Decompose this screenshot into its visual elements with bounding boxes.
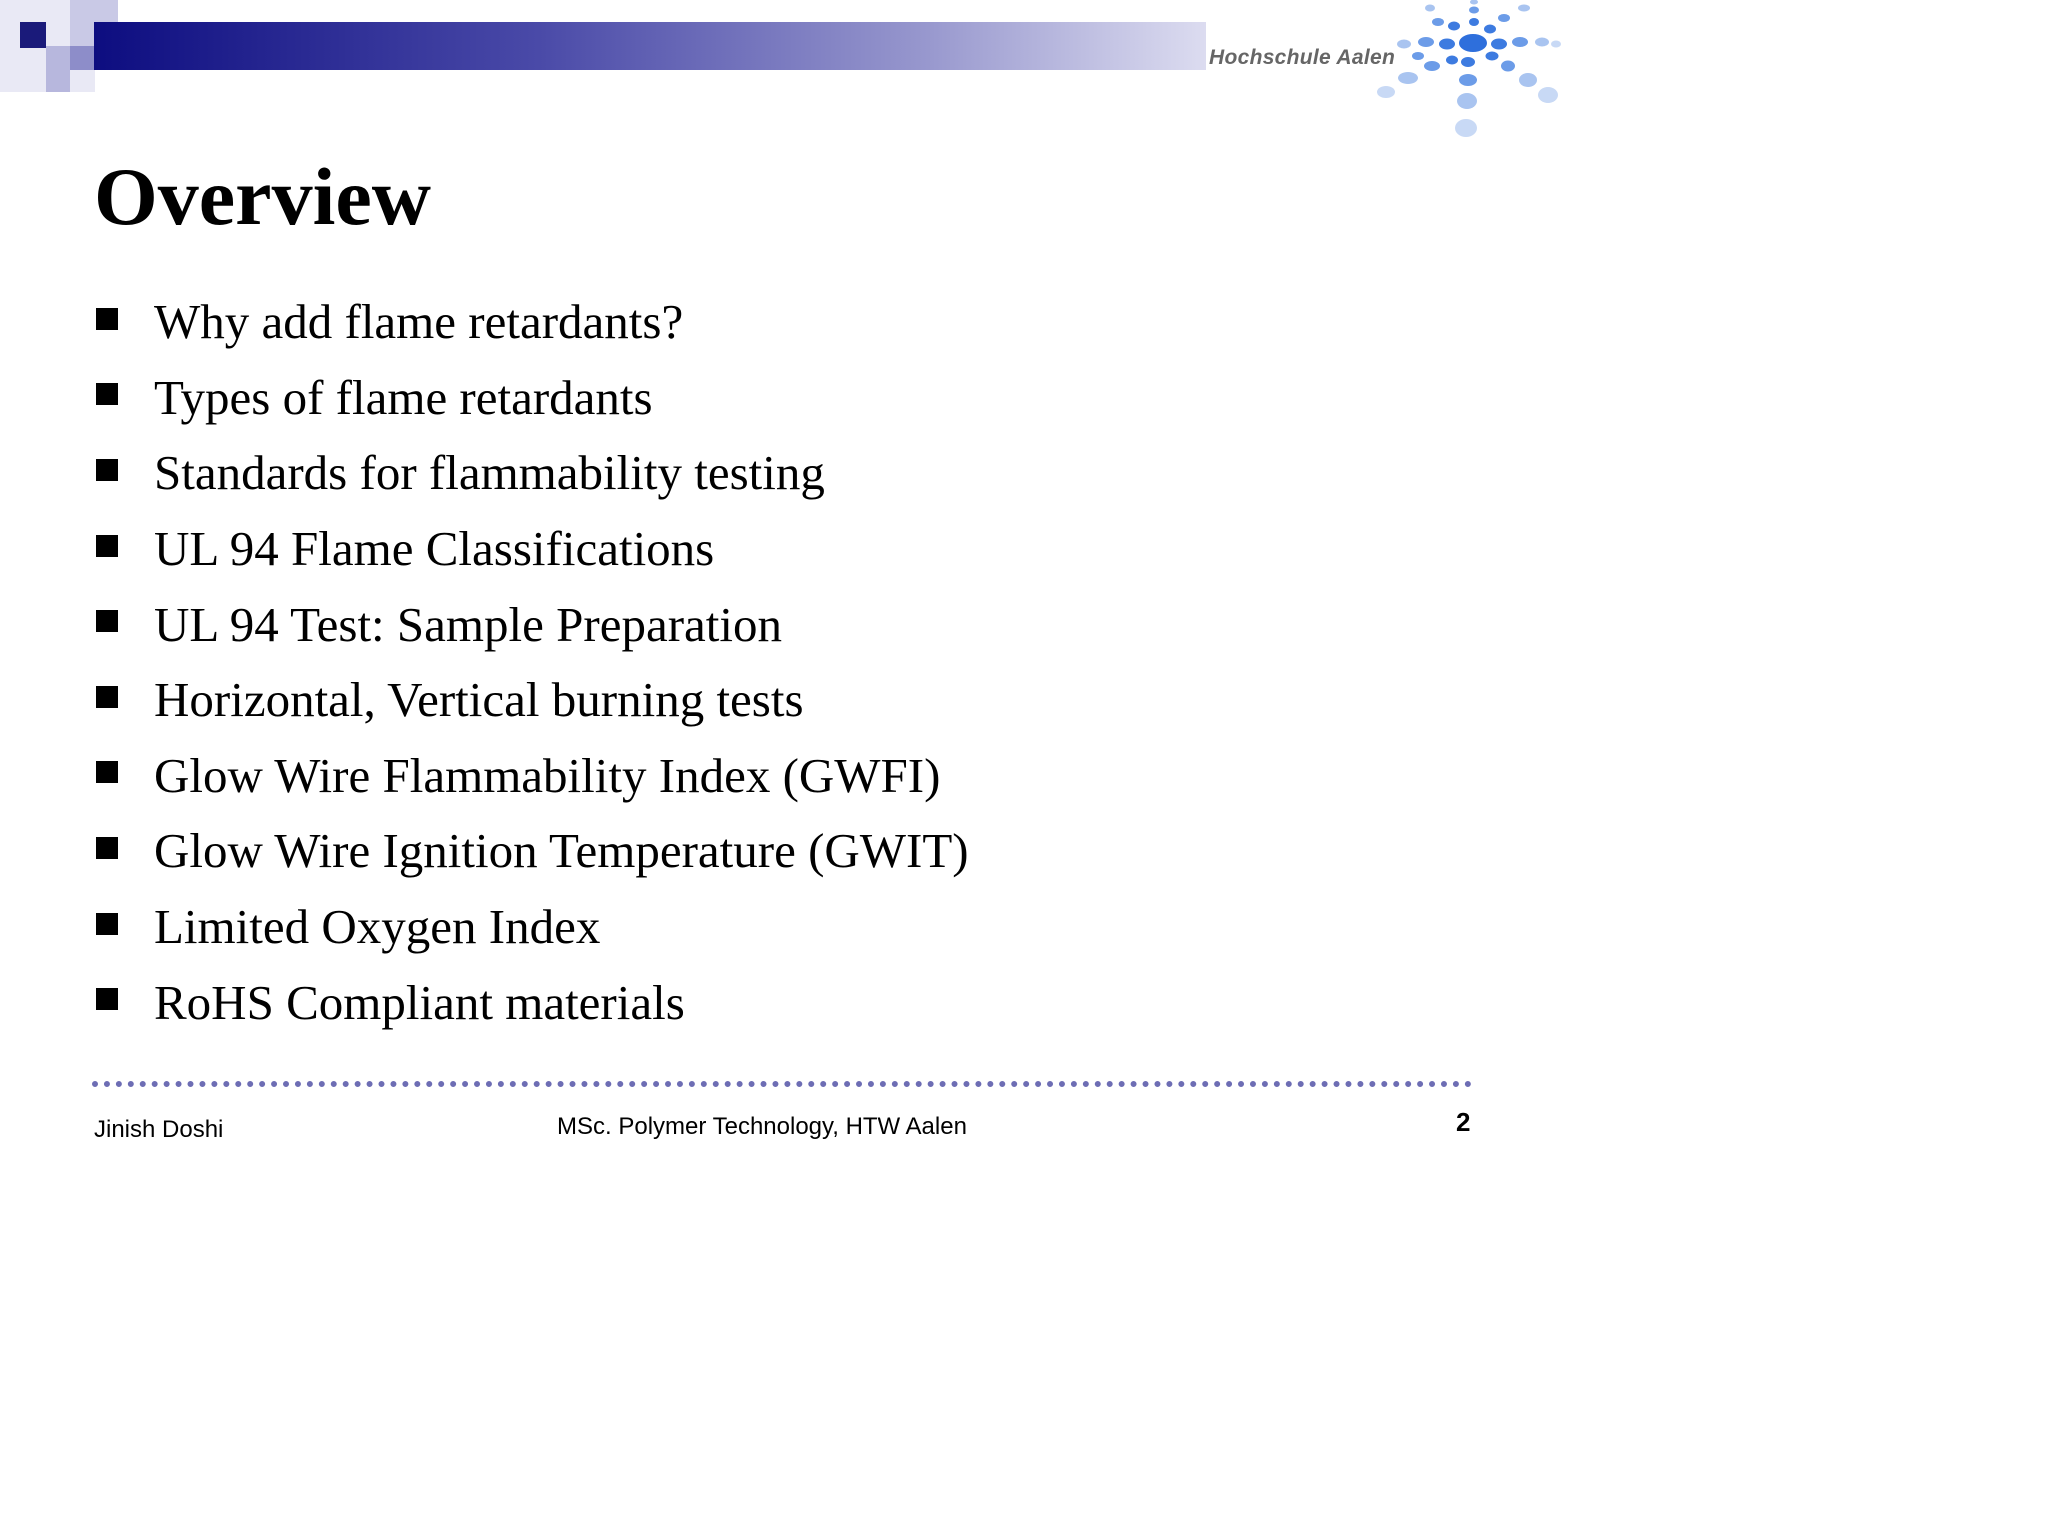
bullet-text: Types of flame retardants	[154, 369, 653, 425]
logo-text: Hochschule Aalen	[1209, 46, 1396, 69]
square-bullet-icon	[96, 913, 118, 935]
bullet-text: UL 94 Flame Classifications	[154, 521, 715, 577]
list-item	[96, 813, 969, 889]
square-bullet-icon	[96, 988, 118, 1010]
bullet-text: Why add flame retardants?	[154, 294, 684, 350]
list-item	[96, 284, 969, 360]
bullet-text: RoHS Compliant materials	[154, 974, 685, 1030]
page-number: 2	[1456, 1107, 1471, 1137]
page-title: Overview	[94, 151, 431, 242]
footer-divider	[92, 1081, 1472, 1087]
list-item	[96, 435, 969, 511]
square-bullet-icon	[96, 761, 118, 783]
square-bullet-icon	[96, 837, 118, 859]
bullet-text: Glow Wire Flammability Index (GWFI)	[154, 747, 941, 803]
dotted-star-burst-logo-icon	[1368, 0, 1568, 150]
square-bullet-icon	[96, 383, 118, 405]
footer-author: Jinish Doshi	[94, 1116, 224, 1143]
list-item	[96, 889, 969, 965]
corner-decoration-square	[70, 46, 94, 70]
list-item	[96, 360, 969, 436]
square-bullet-icon	[96, 308, 118, 330]
bullet-text: Limited Oxygen Index	[154, 899, 601, 955]
list-item	[96, 964, 969, 1040]
bullet-text: Glow Wire Ignition Temperature (GWIT)	[154, 823, 969, 879]
footer-course: MSc. Polymer Technology, HTW Aalen	[557, 1113, 967, 1140]
bullet-text: UL 94 Test: Sample Preparation	[154, 596, 783, 652]
list-item	[96, 662, 969, 738]
bullet-text: Horizontal, Vertical burning tests	[154, 672, 804, 728]
header-gradient-bar	[94, 22, 1206, 70]
square-bullet-icon	[96, 686, 118, 708]
list-item	[96, 586, 969, 662]
bullet-list	[96, 284, 969, 1040]
square-bullet-icon	[96, 535, 118, 557]
list-item	[96, 511, 969, 587]
list-item	[96, 738, 969, 814]
bullet-text: Standards for flammability testing	[154, 445, 825, 501]
square-bullet-icon	[96, 610, 118, 632]
corner-decoration-square	[46, 46, 70, 92]
square-bullet-icon	[96, 459, 118, 481]
corner-decoration-square	[20, 22, 46, 48]
